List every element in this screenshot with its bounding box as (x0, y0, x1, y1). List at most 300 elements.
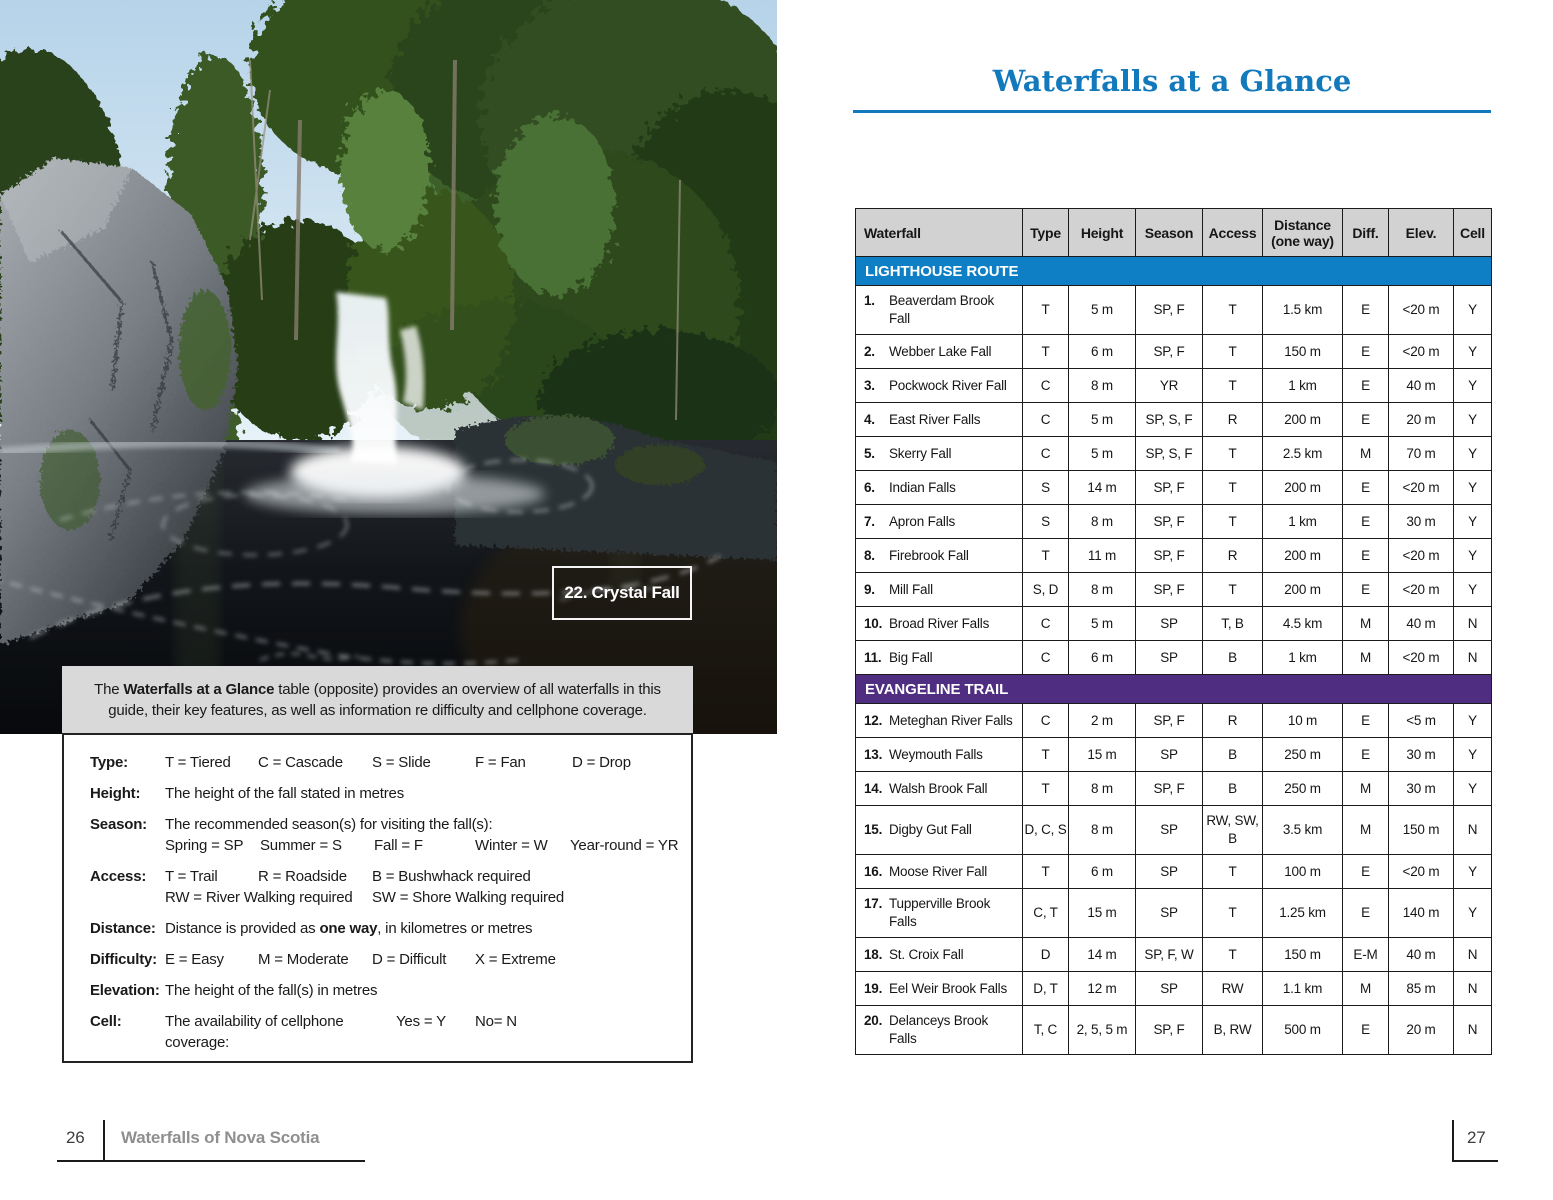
table-cell: Y (1454, 539, 1492, 573)
legend-term: Winter = W (475, 837, 548, 854)
table-cell: T (1203, 505, 1263, 539)
table-cell: 150 m (1389, 806, 1454, 855)
legend-label: Difficulty: (90, 951, 157, 968)
table-cell: 30 m (1389, 772, 1454, 806)
table-cell: C (1023, 437, 1069, 471)
table-cell: YR (1136, 369, 1203, 403)
waterfall-name-cell (856, 738, 1023, 772)
table-cell: 100 m (1263, 855, 1343, 889)
table-cell: 2, 5, 5 m (1069, 1006, 1136, 1055)
table-cell: <5 m (1389, 704, 1454, 738)
table-cell: 200 m (1263, 471, 1343, 505)
table-cell: 2 m (1069, 704, 1136, 738)
table-row (856, 403, 1492, 437)
legend-label: Distance: (90, 920, 156, 937)
table-cell: 14 m (1069, 938, 1136, 972)
table-cell: M (1343, 806, 1389, 855)
legend-line (165, 949, 681, 970)
table-cell: 1 km (1263, 369, 1343, 403)
table-cell: Y (1454, 437, 1492, 471)
table-cell: C (1023, 607, 1069, 641)
book-title: Waterfalls of Nova Scotia (121, 1128, 320, 1147)
table-cell: T (1023, 855, 1069, 889)
table-cell: 11 m (1069, 539, 1136, 573)
table-cell: R (1203, 704, 1263, 738)
table-cell: 15 m (1069, 738, 1136, 772)
legend-row (90, 949, 681, 970)
waterfall-name: Pockwock River Fall (889, 377, 1007, 393)
legend-row (90, 783, 681, 804)
legend-term: E = Easy (165, 951, 224, 968)
table-cell: 1.25 km (1263, 889, 1343, 938)
table-cell: 6 m (1069, 855, 1136, 889)
waterfall-name-cell (856, 938, 1023, 972)
legend-term: The height of the fall stated in metres (165, 785, 405, 802)
legend-line (165, 887, 681, 908)
legend-term: X = Extreme (475, 951, 556, 968)
table-cell: SP (1136, 855, 1203, 889)
table-cell: N (1454, 972, 1492, 1006)
table-cell: 1.5 km (1263, 286, 1343, 335)
table-cell: 40 m (1389, 369, 1454, 403)
table-cell: D, T (1023, 972, 1069, 1006)
table-cell: Y (1454, 369, 1492, 403)
glance-table (855, 208, 1492, 1055)
table-cell: Y (1454, 403, 1492, 437)
table-cell: E (1343, 704, 1389, 738)
table-cell: 1 km (1263, 641, 1343, 675)
legend-term: RW = River Walking required (165, 889, 353, 906)
waterfall-number: 9. (864, 581, 875, 597)
table-row (856, 607, 1492, 641)
table-cell: 20 m (1389, 1006, 1454, 1055)
table-cell: RW, SW, B (1203, 806, 1263, 855)
photo-caption-box (552, 566, 692, 620)
table-cell: T (1023, 772, 1069, 806)
waterfall-name: Digby Gut Fall (889, 822, 972, 837)
table-cell: 500 m (1263, 1006, 1343, 1055)
column-header: Access (1203, 209, 1263, 257)
waterfall-number: 10. (864, 615, 883, 631)
waterfall-name: Skerry Fall (889, 445, 952, 461)
table-cell: SP, F (1136, 573, 1203, 607)
waterfall-number: 17. (864, 896, 883, 911)
table-cell: E (1343, 1006, 1389, 1055)
table-cell: Y (1454, 772, 1492, 806)
table-cell: Y (1454, 855, 1492, 889)
table-row (856, 938, 1492, 972)
waterfall-name: Webber Lake Fall (889, 343, 992, 359)
table-cell: SP, F (1136, 286, 1203, 335)
waterfall-name-cell (856, 704, 1023, 738)
waterfall-name-cell (856, 539, 1023, 573)
waterfall-number: 12. (864, 712, 883, 728)
table-cell: S (1023, 505, 1069, 539)
table-cell: M (1343, 641, 1389, 675)
table-cell: C (1023, 369, 1069, 403)
table-cell: SP, S, F (1136, 403, 1203, 437)
table-cell: SP, F, W (1136, 938, 1203, 972)
table-cell: 5 m (1069, 286, 1136, 335)
table-row (856, 573, 1492, 607)
table-cell: SP, F (1136, 335, 1203, 369)
table-cell: Y (1454, 889, 1492, 938)
waterfall-name-cell (856, 471, 1023, 505)
legend-term: The recommended season(s) for visiting the fall(s): (165, 816, 493, 833)
waterfall-name: Indian Falls (889, 479, 956, 495)
table-cell: 250 m (1263, 738, 1343, 772)
table-cell: N (1454, 938, 1492, 972)
table-row (856, 539, 1492, 573)
table-cell: 4.5 km (1263, 607, 1343, 641)
legend-term: The availability of cellphone coverage: (165, 1013, 344, 1051)
table-cell: 150 m (1263, 938, 1343, 972)
waterfall-name: Apron Falls (889, 513, 956, 529)
legend-term: Summer = S (260, 837, 342, 854)
title-rule (853, 110, 1491, 113)
table-cell: 85 m (1389, 972, 1454, 1006)
table-cell: T (1023, 738, 1069, 772)
legend-term: one way (319, 920, 378, 937)
waterfall-name-cell (856, 1006, 1023, 1055)
table-cell: B (1203, 641, 1263, 675)
table-cell: T (1203, 573, 1263, 607)
table-cell: E (1343, 335, 1389, 369)
legend-row (90, 752, 681, 773)
legend-row (90, 1011, 681, 1053)
legend-label: Type: (90, 754, 128, 771)
table-cell: SP (1136, 972, 1203, 1006)
waterfall-name-cell (856, 437, 1023, 471)
waterfall-number: 16. (864, 863, 883, 879)
table-cell: T (1023, 286, 1069, 335)
waterfall-name: Beaverdam Brook Fall (889, 293, 995, 326)
legend-line (165, 918, 681, 939)
table-cell: Y (1454, 505, 1492, 539)
table-cell: Y (1454, 704, 1492, 738)
table-cell: 30 m (1389, 738, 1454, 772)
legend-line (165, 752, 681, 773)
table-cell: T, B (1203, 607, 1263, 641)
waterfall-name: Moose River Fall (889, 863, 988, 879)
table-cell: 12 m (1069, 972, 1136, 1006)
waterfall-name: Firebrook Fall (889, 547, 969, 563)
waterfall-name: Eel Weir Brook Falls (889, 980, 1008, 996)
column-header: Season (1136, 209, 1203, 257)
legend-term: Year-round = YR (570, 837, 679, 854)
table-cell: SP, F (1136, 704, 1203, 738)
table-row (856, 738, 1492, 772)
waterfall-number: 1. (864, 293, 875, 308)
legend-label: Elevation: (90, 982, 160, 999)
legend-label: Access: (90, 868, 147, 885)
table-cell: SP, F (1136, 471, 1203, 505)
waterfall-name-cell (856, 972, 1023, 1006)
column-header: Diff. (1343, 209, 1389, 257)
table-cell: T (1203, 437, 1263, 471)
legend-term: R = Roadside (258, 868, 347, 885)
table-cell: 8 m (1069, 772, 1136, 806)
waterfall-name-cell (856, 889, 1023, 938)
legend-line (165, 1011, 681, 1053)
legend-term: SW = Shore Walking required (372, 889, 565, 906)
footer-divider-left (103, 1120, 105, 1162)
waterfall-name-cell (856, 607, 1023, 641)
table-cell: SP (1136, 806, 1203, 855)
table-row (856, 772, 1492, 806)
legend-row (90, 918, 681, 939)
table-cell: 5 m (1069, 437, 1136, 471)
table-cell: E (1343, 403, 1389, 437)
table-cell: M (1343, 607, 1389, 641)
intro-text: The Waterfalls at a Glance table (opposite) provides an overview of all waterfalls in this guide, their key features, as well as information re difficulty and cellphone coverage. (94, 680, 661, 719)
waterfall-name: Meteghan River Falls (889, 712, 1013, 728)
waterfall-name: Weymouth Falls (889, 746, 983, 762)
legend-line (165, 980, 681, 1001)
legend-line (165, 866, 681, 887)
table-cell: SP (1136, 738, 1203, 772)
waterfall-name: Big Fall (889, 649, 933, 665)
table-row (856, 369, 1492, 403)
table-cell: <20 m (1389, 573, 1454, 607)
table-cell: 2.5 km (1263, 437, 1343, 471)
table-cell: Y (1454, 286, 1492, 335)
footer-divider-right (1452, 1120, 1454, 1162)
table-cell: C, T (1023, 889, 1069, 938)
table-cell: D (1023, 938, 1069, 972)
column-header: Waterfall (856, 209, 1023, 257)
legend-line (165, 783, 681, 804)
waterfall-name: St. Croix Fall (889, 946, 964, 962)
waterfall-number: 7. (864, 513, 875, 529)
waterfall-name: Tupperville Brook Falls (889, 896, 991, 929)
photo-caption: 22. Crystal Fall (564, 583, 680, 602)
table-cell: 1.1 km (1263, 972, 1343, 1006)
table-cell: 150 m (1263, 335, 1343, 369)
table-cell: E (1343, 738, 1389, 772)
legend-term: C = Cascade (258, 754, 343, 771)
legend-term: No= N (475, 1013, 517, 1030)
table-cell: E (1343, 889, 1389, 938)
legend-row (90, 866, 681, 908)
table-cell: D, C, S (1023, 806, 1069, 855)
page-number-left: 26 (66, 1128, 85, 1147)
table-cell: SP, F (1136, 505, 1203, 539)
table-cell: Y (1454, 573, 1492, 607)
waterfall-name-cell (856, 286, 1023, 335)
table-cell: E (1343, 286, 1389, 335)
section-band-row (856, 257, 1492, 286)
legend-label: Height: (90, 785, 141, 802)
table-cell: B (1203, 772, 1263, 806)
table-cell: SP (1136, 607, 1203, 641)
page-number-right: 27 (1467, 1128, 1486, 1147)
table-header-row (856, 209, 1492, 257)
table-cell: T (1023, 335, 1069, 369)
table-cell: E (1343, 573, 1389, 607)
table-cell: 14 m (1069, 471, 1136, 505)
intro-bold: Waterfalls at a Glance (123, 680, 275, 698)
section-band: EVANGELINE TRAIL (856, 675, 1492, 704)
footer-rule-right (1452, 1160, 1498, 1162)
table-cell: S (1023, 471, 1069, 505)
table-cell: 10 m (1263, 704, 1343, 738)
waterfall-number: 14. (864, 780, 883, 796)
table-cell: 40 m (1389, 607, 1454, 641)
waterfall-name-cell (856, 403, 1023, 437)
table-cell: C (1023, 403, 1069, 437)
table-cell: <20 m (1389, 286, 1454, 335)
waterfall-number: 15. (864, 822, 883, 837)
table-cell: 40 m (1389, 938, 1454, 972)
table-cell: 8 m (1069, 369, 1136, 403)
table-cell: SP, F (1136, 772, 1203, 806)
table-row (856, 437, 1492, 471)
waterfall-name-cell (856, 806, 1023, 855)
legend-term: T = Trail (165, 868, 218, 885)
table-cell: T (1203, 938, 1263, 972)
table-row (856, 704, 1492, 738)
column-header: Distance (one way) (1263, 209, 1343, 257)
table-row (856, 855, 1492, 889)
waterfall-number: 8. (864, 547, 875, 563)
waterfall-photo-art (0, 0, 777, 734)
table-cell: T (1023, 539, 1069, 573)
table-cell: <20 m (1389, 641, 1454, 675)
waterfall-number: 2. (864, 343, 875, 359)
legend-term: T = Tiered (165, 754, 231, 771)
column-header: Type (1023, 209, 1069, 257)
table-cell: 8 m (1069, 806, 1136, 855)
legend-row (90, 814, 681, 856)
table-cell: E (1343, 471, 1389, 505)
table-cell: T (1203, 286, 1263, 335)
waterfall-name: Walsh Brook Fall (889, 780, 988, 796)
table-row (856, 286, 1492, 335)
table-cell: SP (1136, 641, 1203, 675)
table-cell: 20 m (1389, 403, 1454, 437)
table-cell: E (1343, 505, 1389, 539)
table-row (856, 335, 1492, 369)
legend-term: M = Moderate (258, 951, 349, 968)
table-cell: 15 m (1069, 889, 1136, 938)
footer-rule-left (57, 1160, 365, 1162)
waterfall-name-cell (856, 505, 1023, 539)
table-cell: C (1023, 641, 1069, 675)
table-cell: <20 m (1389, 335, 1454, 369)
legend-row (90, 980, 681, 1001)
table-cell: 200 m (1263, 573, 1343, 607)
table-cell: M (1343, 972, 1389, 1006)
legend-term: Yes = Y (396, 1013, 446, 1030)
legend-term: S = Slide (372, 754, 431, 771)
table-cell: T (1203, 369, 1263, 403)
waterfall-number: 20. (864, 1013, 883, 1028)
waterfall-name: Delanceys Brook Falls (889, 1013, 989, 1046)
legend-term: D = Difficult (372, 951, 447, 968)
legend-term: The height of the fall(s) in metres (165, 982, 378, 999)
legend-line (165, 835, 681, 856)
table-cell: <20 m (1389, 539, 1454, 573)
table-cell: E (1343, 539, 1389, 573)
waterfall-number: 3. (864, 377, 875, 393)
table-cell: <20 m (1389, 471, 1454, 505)
table-cell: E (1343, 855, 1389, 889)
intro-box (62, 666, 693, 733)
table-cell: N (1454, 641, 1492, 675)
table-cell: 250 m (1263, 772, 1343, 806)
table-cell: M (1343, 437, 1389, 471)
table-cell: <20 m (1389, 855, 1454, 889)
waterfall-number: 19. (864, 980, 883, 996)
table-cell: Y (1454, 335, 1492, 369)
table-cell: SP (1136, 889, 1203, 938)
table-cell: 8 m (1069, 505, 1136, 539)
table-cell: 3.5 km (1263, 806, 1343, 855)
waterfall-number: 6. (864, 479, 875, 495)
waterfall-name-cell (856, 573, 1023, 607)
table-cell: SP, F (1136, 1006, 1203, 1055)
section-band-row (856, 675, 1492, 704)
section-band: LIGHTHOUSE ROUTE (856, 257, 1492, 286)
table-row (856, 806, 1492, 855)
table-row (856, 641, 1492, 675)
waterfall-number: 18. (864, 946, 883, 962)
waterfall-number: 4. (864, 411, 875, 427)
waterfall-name: Broad River Falls (889, 615, 990, 631)
table-cell: N (1454, 1006, 1492, 1055)
waterfall-number: 11. (864, 649, 882, 665)
table-cell: N (1454, 607, 1492, 641)
table-cell: S, D (1023, 573, 1069, 607)
table-row (856, 972, 1492, 1006)
waterfall-name-cell (856, 855, 1023, 889)
waterfall-number: 5. (864, 445, 875, 461)
table-cell: R (1203, 539, 1263, 573)
table-cell: 30 m (1389, 505, 1454, 539)
table-cell: T (1203, 889, 1263, 938)
legend-term: Spring = SP (165, 837, 244, 854)
legend-line (165, 814, 681, 835)
table-cell: SP, F (1136, 539, 1203, 573)
waterfall-name-cell (856, 335, 1023, 369)
table-cell: M (1343, 772, 1389, 806)
table-cell: Y (1454, 738, 1492, 772)
table-cell: C (1023, 704, 1069, 738)
table-cell: B (1203, 738, 1263, 772)
table-row (856, 505, 1492, 539)
column-header: Elev. (1389, 209, 1454, 257)
table-cell: 140 m (1389, 889, 1454, 938)
table-cell: T (1203, 471, 1263, 505)
table-cell: E (1343, 369, 1389, 403)
table-cell: RW (1203, 972, 1263, 1006)
table-cell: Y (1454, 471, 1492, 505)
table-cell: T (1203, 335, 1263, 369)
table-cell: B, RW (1203, 1006, 1263, 1055)
table-cell: T (1203, 855, 1263, 889)
page-title: Waterfalls at a Glance (992, 64, 1352, 98)
legend-term: , in kilometres or metres (377, 920, 533, 937)
waterfall-name: Mill Fall (889, 581, 933, 597)
table-cell: 6 m (1069, 641, 1136, 675)
table-cell: 5 m (1069, 403, 1136, 437)
table-cell: 200 m (1263, 539, 1343, 573)
legend-box (62, 733, 693, 1063)
table-cell: 1 km (1263, 505, 1343, 539)
waterfall-name: East River Falls (889, 411, 981, 427)
table-cell: T, C (1023, 1006, 1069, 1055)
